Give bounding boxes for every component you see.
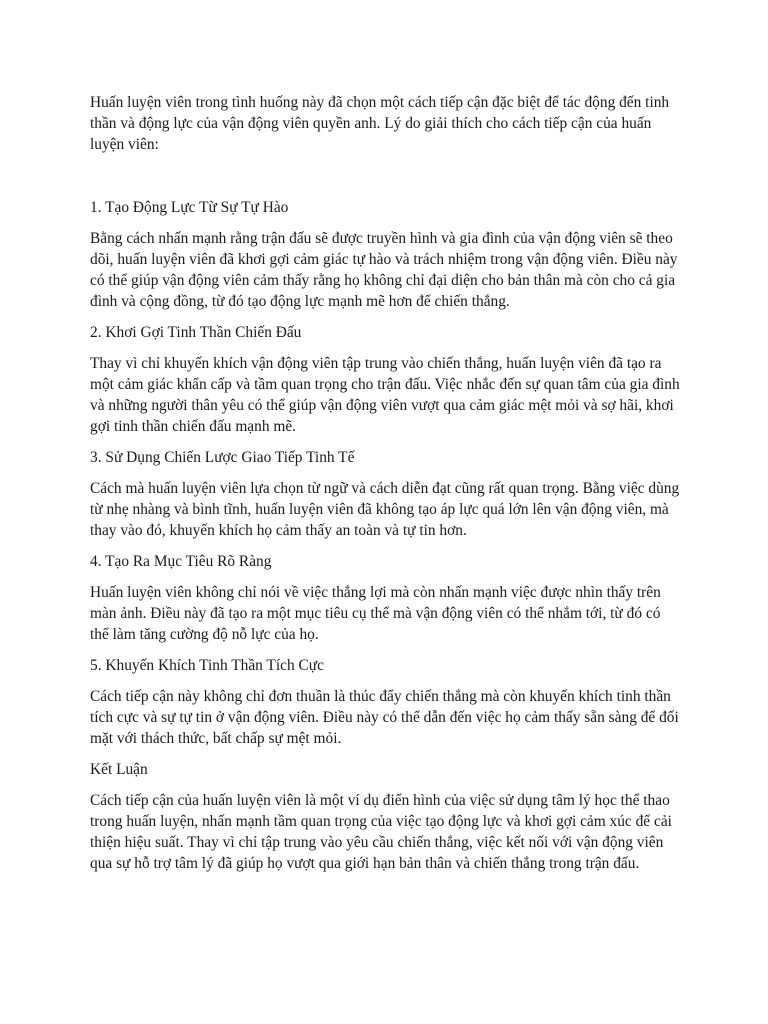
section-heading: 1. Tạo Động Lực Từ Sự Tự Hào bbox=[90, 199, 289, 216]
section-heading: 5. Khuyến Khích Tinh Thần Tích Cực bbox=[90, 657, 324, 674]
intro-paragraph: Huấn luyện viên trong tình huống này đã chọn một cách tiếp cận đặc biệt để tác động đến tinh thần và động lực của vận động viên quyền anh. Lý do giải thích cho cách tiếp cận của huấn luyện viên: bbox=[90, 94, 670, 153]
section-paragraph: Huấn luyện viên không chỉ nói về việc thắng lợi mà còn nhấn mạnh việc được nhìn thấy trên màn ảnh. Điều này đã tạo ra một mục tiêu cụ thể mà vận động viên có thể nhắm tới, từ đó có thể làm tăng cường độ nỗ lực của họ. bbox=[90, 584, 661, 643]
section-paragraph: Bằng cách nhấn mạnh rằng trận đấu sẽ được truyền hình và gia đình của vận động viên sẽ theo dõi, huấn luyện viên đã khơi gợi cảm giác tự hào và trách nhiệm trong vận động viên. Điều này có thể giúp vận động viên cảm thấy rằng họ không chỉ đại diện cho bản thân mà còn cho cả gia đình và cộng đồng, từ đó tạo động lực mạnh mẽ hơn để chiến thắng. bbox=[90, 230, 678, 310]
section-paragraph: Cách tiếp cận này không chỉ đơn thuần là thúc đẩy chiến thắng mà còn khuyến khích tinh thần tích cực và sự tự tin ở vận động viên. Điều này có thể dẫn đến việc họ cảm thấy sẵn sàng để đối mặt với thách thức, bất chấp sự mệt mỏi. bbox=[90, 688, 679, 747]
section-heading: 4. Tạo Ra Mục Tiêu Rõ Ràng bbox=[90, 553, 272, 570]
section-heading: 3. Sử Dụng Chiến Lược Giao Tiếp Tinh Tế bbox=[90, 449, 355, 466]
conclusion-heading: Kết Luận bbox=[90, 761, 148, 778]
section-paragraph: Cách mà huấn luyện viên lựa chọn từ ngữ và cách diễn đạt cũng rất quan trọng. Bằng việc dùng từ nhẹ nhàng và bình tĩnh, huấn luyện viên đã không tạo áp lực quá lớn lên vận động viên, mà thay vào đó, khuyến khích họ cảm thấy an toàn và tự tin hơn. bbox=[90, 480, 680, 539]
section-heading: 2. Khơi Gợi Tinh Thần Chiến Đấu bbox=[90, 324, 302, 341]
conclusion-paragraph: Cách tiếp cận của huấn luyện viên là một ví dụ điển hình của việc sử dụng tâm lý học thể thao trong huấn luyện, nhấn mạnh tầm quan trọng của việc tạo động lực và khơi gợi cảm xúc để cải thiện hiệu suất. Thay vì chỉ tập trung vào yêu cầu chiến thắng, việc kết nối với vận động viên qua sự hỗ trợ tâm lý đã giúp họ vượt qua giới hạn bản thân và chiến thắng trong trận đấu. bbox=[90, 792, 672, 872]
document-page bbox=[90, 92, 680, 884]
section-paragraph: Thay vì chỉ khuyến khích vận động viên tập trung vào chiến thắng, huấn luyện viên đã tạo ra một cảm giác khẩn cấp và tầm quan trọng cho trận đấu. Việc nhắc đến sự quan tâm của gia đình và những người thân yêu có thể giúp vận động viên vượt qua cảm giác mệt mỏi và sợ hãi, khơi gợi tinh thần chiến đấu mạnh mẽ. bbox=[90, 355, 680, 435]
